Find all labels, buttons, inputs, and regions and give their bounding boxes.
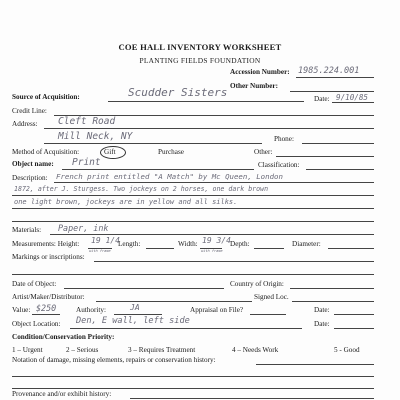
accession-number-value: 1985.224.001 <box>298 66 360 76</box>
materials-label: Materials: <box>12 226 42 234</box>
source-label: Source of Acquisition: <box>12 93 80 101</box>
phone-label: Phone: <box>274 135 294 143</box>
object-name-label: Object name: <box>12 160 54 168</box>
signed-line <box>292 301 374 302</box>
provenance-line <box>130 398 374 399</box>
width-note: with frame <box>201 249 223 253</box>
condition-heading: Condition/Conservation Priority: <box>12 333 115 341</box>
source-date-line <box>332 102 374 103</box>
value-line <box>32 314 60 315</box>
location-date-label: Date: <box>314 320 330 328</box>
method-gift: Gift <box>104 148 116 156</box>
date-of-object-label: Date of Object: <box>12 280 57 288</box>
description-line3: one light brown, jockeys are in yellow and all silks. <box>14 198 238 206</box>
diameter-line <box>328 248 374 249</box>
location-line <box>70 328 302 329</box>
description-rule1 <box>54 182 374 183</box>
description-rule3 <box>12 208 374 209</box>
location-date-line <box>334 328 374 329</box>
condition-option-2: 2 – Serious <box>66 346 99 354</box>
appraisal-line <box>250 314 286 315</box>
signed-label: Signed Loc. <box>254 293 289 301</box>
location-value: Den, E wall, left side <box>76 316 190 326</box>
address-line2-rule <box>44 143 262 144</box>
width-label: Width: <box>178 240 198 248</box>
source-date-label: Date: <box>314 95 330 103</box>
height-value: 19 1/4 <box>91 236 120 245</box>
accession-number-line <box>296 77 374 78</box>
notation-line3 <box>12 388 374 389</box>
method-purchase: Purchase <box>158 148 184 156</box>
location-label: Object Location: <box>12 320 61 328</box>
materials-value: Paper, ink <box>58 223 109 233</box>
source-value: Scudder Sisters <box>128 86 228 99</box>
method-other-line <box>276 156 374 157</box>
description-label: Description: <box>12 174 48 182</box>
address-line1: Cleft Road <box>58 116 116 127</box>
worksheet-title: COE HALL INVENTORY WORKSHEET <box>118 42 282 52</box>
value-value: $250 <box>36 303 57 313</box>
notation-line1 <box>256 364 374 365</box>
notation-line2 <box>12 376 374 377</box>
object-name-value: Print <box>72 157 101 168</box>
provenance-label: Provenance and/or exhibit history: <box>12 390 112 398</box>
length-line <box>146 248 174 249</box>
classification-line <box>306 169 374 170</box>
classification-label: Classification: <box>258 161 300 169</box>
description-rule4 <box>12 221 374 222</box>
artist-label: Artist/Maker/Distributor: <box>12 293 85 301</box>
length-label: Length: <box>118 240 141 248</box>
description-line2: 1872, after J. Sturgess. Two jockeys on 2 horses, one dark brown <box>14 185 269 193</box>
appraisal-date-label: Date: <box>314 306 330 314</box>
width-value: 19 3/4 <box>202 236 231 245</box>
diameter-label: Diameter: <box>292 240 321 248</box>
materials-line <box>50 234 374 235</box>
other-number-line <box>290 91 374 92</box>
condition-option-4: 4 – Needs Work <box>232 346 279 354</box>
method-label: Method of Acquisition: <box>12 148 80 156</box>
appraisal-label: Appraisal on File? <box>190 306 244 314</box>
description-line1: French print entitled "A Match" by Mc Queen, London <box>56 172 283 181</box>
markings-label: Markings or inscriptions: <box>12 253 85 261</box>
address-line2: Mill Neck, NY <box>58 131 133 142</box>
authority-label: Authority: <box>76 306 106 314</box>
condition-option-1: 1 – Urgent <box>12 346 43 354</box>
other-number-label: Other Number: <box>230 82 278 90</box>
address-label: Address: <box>12 120 38 128</box>
source-date-value: 9/10/85 <box>336 93 369 102</box>
markings-line <box>94 261 374 262</box>
foundation-name: PLANTING FIELDS FOUNDATION <box>139 56 261 65</box>
country-label: Country of Origin: <box>230 280 284 288</box>
authority-value: JA <box>130 303 140 312</box>
measurements-label: Measurements: Height: <box>12 240 80 248</box>
value-label: Value: <box>12 306 31 314</box>
method-other: Other: <box>254 148 273 156</box>
notation-label: Notation of damage, missing elements, repairs or conservation history: <box>12 356 216 364</box>
height-note: with frame <box>89 249 111 253</box>
depth-line <box>254 248 284 249</box>
object-name-line <box>62 169 254 170</box>
depth-label: Depth: <box>230 240 250 248</box>
date-of-object-line <box>64 288 224 289</box>
address-line1-rule <box>44 128 374 129</box>
authority-line <box>114 314 162 315</box>
credit-line-label: Credit Line: <box>12 107 47 115</box>
condition-option-3: 3 – Requires Treatment <box>128 346 196 354</box>
markings-line2 <box>12 274 374 275</box>
source-line <box>108 101 304 102</box>
artist-line <box>96 301 252 302</box>
accession-number-label: Accession Number: <box>230 68 290 76</box>
appraisal-date-line <box>334 314 374 315</box>
country-line <box>290 288 374 289</box>
phone-line <box>302 143 374 144</box>
description-rule2 <box>12 195 374 196</box>
condition-option-5: 5 - Good <box>334 346 360 354</box>
